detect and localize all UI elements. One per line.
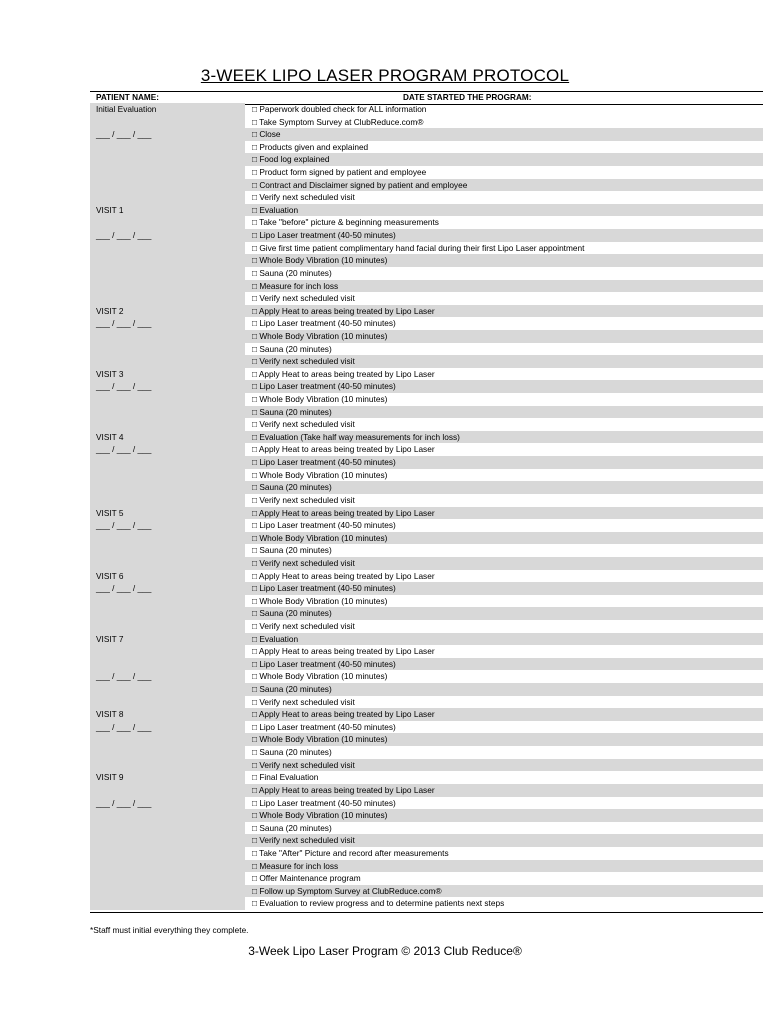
checklist-item[interactable]: □ Final Evaluation: [252, 772, 319, 783]
checklist-item[interactable]: □ Apply Heat to areas being treated by Lipo Laser: [252, 444, 435, 455]
checklist-item[interactable]: □ Whole Body Vibration (10 minutes): [245, 809, 763, 822]
checklist-item[interactable]: □ Whole Body Vibration (10 minutes): [245, 330, 763, 343]
visit-date-blank[interactable]: ___ / ___ / ___: [96, 797, 152, 808]
checklist-item[interactable]: □ Give first time patient complimentary hand facial during their first Lipo Laser appointment: [252, 242, 585, 253]
checklist-item[interactable]: □ Sauna (20 minutes): [252, 822, 332, 833]
visit-block: [90, 771, 763, 910]
checklist-item[interactable]: □ Verify next scheduled visit: [252, 293, 355, 304]
checklist-item[interactable]: □ Lipo Laser treatment (40-50 minutes): [245, 582, 763, 595]
checklist-item[interactable]: □ Product form signed by patient and employee: [252, 167, 427, 178]
checklist-item[interactable]: □ Whole Body Vibration (10 minutes): [252, 469, 388, 480]
checklist-item[interactable]: □ Evaluation (Take half way measurements for inch loss): [245, 431, 763, 444]
checklist-item[interactable]: □ Sauna (20 minutes): [245, 683, 763, 696]
visit-block: [90, 633, 763, 709]
footnote: *Staff must initial everything they complete.: [90, 925, 249, 935]
checklist-item[interactable]: □ Sauna (20 minutes): [252, 267, 332, 278]
checklist-item[interactable]: □ Apply Heat to areas being treated by Lipo Laser: [252, 368, 435, 379]
table-bottom-rule: [90, 912, 763, 913]
checklist-item[interactable]: □ Follow up Symptom Survey at ClubReduce.com®: [245, 885, 763, 898]
visit-label: Initial Evaluation: [96, 104, 157, 114]
visit-label-cell: [90, 103, 245, 204]
visit-block: [90, 368, 763, 431]
checklist-item[interactable]: □ Verify next scheduled visit: [252, 494, 355, 505]
checklist-item[interactable]: □ Whole Body Vibration (10 minutes): [245, 254, 763, 267]
checklist-item[interactable]: □ Evaluation to review progress and to determine patients next steps: [252, 898, 505, 909]
visit-date-blank[interactable]: ___ / ___ / ___: [96, 129, 152, 140]
checklist-item[interactable]: □ Verify next scheduled visit: [245, 759, 763, 772]
checklist-item[interactable]: □ Evaluation: [245, 633, 763, 646]
visit-label-cell: [90, 771, 245, 910]
checklist-item[interactable]: □ Take "After" Picture and record after measurements: [252, 847, 449, 858]
checklist-item[interactable]: □ Take Symptom Survey at ClubReduce.com®: [252, 116, 424, 127]
visit-label-cell: [90, 507, 245, 570]
visit-label-cell: [90, 570, 245, 633]
visit-label: VISIT 4: [96, 431, 124, 442]
visit-label: VISIT 8: [96, 709, 124, 720]
checklist-item[interactable]: □ Whole Body Vibration (10 minutes): [252, 671, 388, 682]
checklist-item[interactable]: □ Measure for inch loss: [245, 860, 763, 873]
checklist-item[interactable]: □ Lipo Laser treatment (40-50 minutes): [245, 658, 763, 671]
checklist-item[interactable]: □ Whole Body Vibration (10 minutes): [252, 595, 388, 606]
document-title: 3-WEEK LIPO LASER PROGRAM PROTOCOL: [200, 66, 570, 85]
visit-block: [90, 570, 763, 633]
visit-label: VISIT 6: [96, 570, 124, 581]
visit-label: VISIT 2: [96, 305, 124, 316]
checklist-item[interactable]: □ Sauna (20 minutes): [245, 406, 763, 419]
visit-label: VISIT 9: [96, 772, 124, 783]
visit-date-blank[interactable]: ___ / ___ / ___: [96, 230, 152, 241]
checklist-item[interactable]: □ Sauna (20 minutes): [252, 545, 332, 556]
visit-label-cell: [90, 708, 245, 771]
checklist-item[interactable]: □ Sauna (20 minutes): [245, 481, 763, 494]
checklist-item[interactable]: □ Paperwork doubled check for ALL information: [252, 104, 427, 114]
checklist-item[interactable]: □ Close: [245, 128, 763, 141]
checklist-item[interactable]: □ Contract and Disclaimer signed by patient and employee: [245, 179, 763, 192]
checklist-item[interactable]: □ Evaluation: [245, 204, 763, 217]
protocol-table: [90, 103, 763, 910]
visit-date-blank[interactable]: ___ / ___ / ___: [96, 583, 152, 594]
checklist-item[interactable]: □ Food log explained: [245, 153, 763, 166]
checklist-item[interactable]: □ Lipo Laser treatment (40-50 minutes): [245, 380, 763, 393]
checklist-item[interactable]: □ Sauna (20 minutes): [252, 343, 332, 354]
checklist-item[interactable]: □ Verify next scheduled visit: [245, 557, 763, 570]
date-started-label: DATE STARTED THE PROGRAM:: [403, 93, 532, 102]
visit-label-cell: [90, 633, 245, 709]
visit-block: [90, 708, 763, 771]
checklist-item[interactable]: □ Whole Body Vibration (10 minutes): [245, 733, 763, 746]
checklist-item[interactable]: □ Apply Heat to areas being treated by Lipo Laser: [245, 507, 763, 520]
visit-label-cell: [90, 204, 245, 305]
checklist-item[interactable]: □ Take "before" picture & beginning measurements: [252, 217, 439, 228]
visit-block: [90, 204, 763, 305]
visit-label-cell: [90, 368, 245, 431]
visit-label: VISIT 3: [96, 368, 124, 379]
visit-date-blank[interactable]: ___ / ___ / ___: [96, 520, 152, 531]
visit-block: [90, 103, 763, 204]
checklist-item[interactable]: □ Apply Heat to areas being treated by Lipo Laser: [245, 708, 763, 721]
visit-block: [90, 507, 763, 570]
visit-label-cell: [90, 431, 245, 507]
checklist-item[interactable]: □ Whole Body Vibration (10 minutes): [245, 532, 763, 545]
checklist-item[interactable]: □ Sauna (20 minutes): [245, 607, 763, 620]
checklist-item[interactable]: □ Verify next scheduled visit: [245, 355, 763, 368]
checklist-item[interactable]: □ Whole Body Vibration (10 minutes): [252, 394, 388, 405]
visit-label-cell: [90, 305, 245, 368]
checklist-item[interactable]: □ Verify next scheduled visit: [245, 834, 763, 847]
visit-block: [90, 305, 763, 368]
visit-date-blank[interactable]: ___ / ___ / ___: [96, 721, 152, 732]
checklist-item[interactable]: □ Lipo Laser treatment (40-50 minutes): [252, 318, 396, 329]
checklist-item[interactable]: □ Apply Heat to areas being treated by Lipo Laser: [252, 570, 435, 581]
checklist-item[interactable]: □ Offer Maintenance program: [252, 873, 361, 884]
patient-name-label: PATIENT NAME:: [96, 93, 159, 102]
page-footer: 3-Week Lipo Laser Program © 2013 Club Reduce®: [248, 944, 522, 958]
visit-block: [90, 431, 763, 507]
checklist-item[interactable]: □ Measure for inch loss: [245, 280, 763, 293]
checklist-item[interactable]: □ Apply Heat to areas being treated by Lipo Laser: [252, 646, 435, 657]
visit-date-blank[interactable]: ___ / ___ / ___: [96, 671, 152, 682]
checklist-item[interactable]: □ Sauna (20 minutes): [252, 747, 332, 758]
visit-date-blank[interactable]: ___ / ___ / ___: [96, 381, 152, 392]
checklist-item[interactable]: □ Apply Heat to areas being treated by Lipo Laser: [245, 784, 763, 797]
checklist-item[interactable]: □ Apply Heat to areas being treated by Lipo Laser: [245, 305, 763, 318]
checklist-item[interactable]: □ Lipo Laser treatment (40-50 minutes): [252, 797, 396, 808]
visit-date-blank[interactable]: ___ / ___ / ___: [96, 318, 152, 329]
checklist-item[interactable]: □ Verify next scheduled visit: [252, 696, 355, 707]
visit-label: VISIT 7: [96, 633, 124, 644]
checklist-item[interactable]: □ Verify next scheduled visit: [252, 620, 355, 631]
visit-date-blank[interactable]: ___ / ___ / ___: [96, 444, 152, 455]
visit-label: VISIT 5: [96, 507, 124, 518]
checklist-item[interactable]: □ Verify next scheduled visit: [252, 419, 355, 430]
checklist-item[interactable]: □ Lipo Laser treatment (40-50 minutes): [245, 229, 763, 242]
visit-label: VISIT 1: [96, 204, 124, 215]
checklist-item[interactable]: □ Lipo Laser treatment (40-50 minutes): [245, 456, 763, 469]
checklist-item[interactable]: □ Lipo Laser treatment (40-50 minutes): [252, 520, 396, 531]
checklist-item[interactable]: □ Verify next scheduled visit: [252, 192, 355, 203]
checklist-item[interactable]: □ Products given and explained: [252, 141, 369, 152]
checklist-item[interactable]: □ Lipo Laser treatment (40-50 minutes): [252, 721, 396, 732]
